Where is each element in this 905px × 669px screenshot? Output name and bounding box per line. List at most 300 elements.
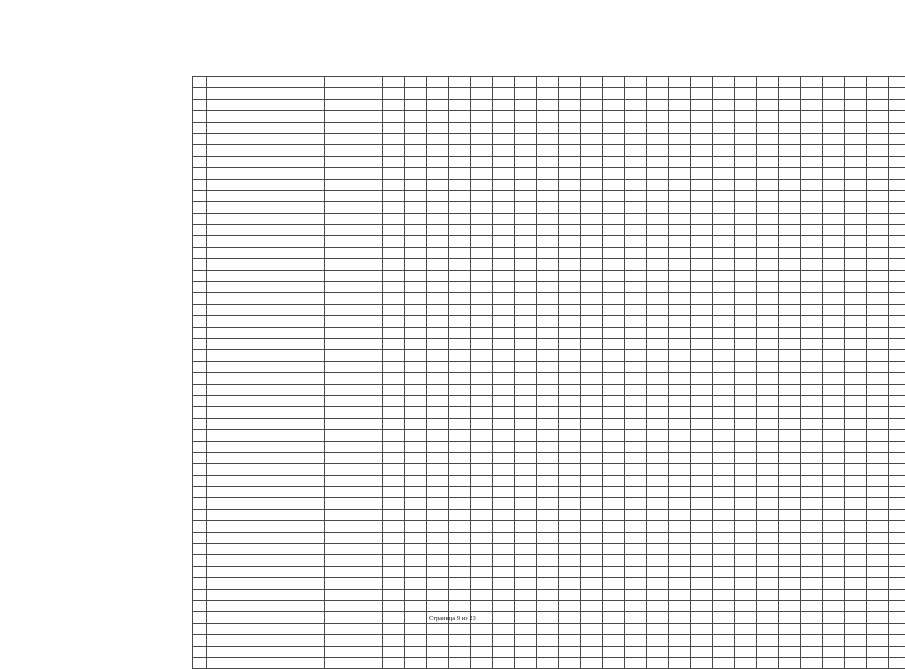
value-cell [779, 213, 801, 224]
description-cell [207, 179, 325, 190]
value-cell [383, 282, 405, 293]
value-cell [493, 509, 515, 520]
value-cell [867, 270, 889, 281]
value-cell [669, 145, 691, 156]
value-cell [537, 327, 559, 338]
value-cell [647, 327, 669, 338]
value-cell [713, 544, 735, 555]
row-number-cell [193, 395, 207, 406]
value-cell [779, 498, 801, 509]
value-cell [603, 407, 625, 418]
value-cell [669, 589, 691, 600]
value-cell [515, 566, 537, 577]
value-cell [581, 88, 603, 99]
value-cell [757, 441, 779, 452]
value-cell [405, 133, 427, 144]
value-cell [691, 361, 713, 372]
value-cell [493, 544, 515, 555]
value-cell [493, 316, 515, 327]
value-cell [691, 578, 713, 589]
value-cell [625, 361, 647, 372]
table-row [193, 225, 905, 236]
value-cell [647, 361, 669, 372]
value-cell [713, 350, 735, 361]
value-cell [603, 452, 625, 463]
value-cell [559, 487, 581, 498]
value-cell [471, 475, 493, 486]
value-cell [691, 544, 713, 555]
table-row [193, 88, 905, 99]
value-cell [845, 418, 867, 429]
value-cell [669, 418, 691, 429]
value-cell [559, 190, 581, 201]
row-number-cell [193, 168, 207, 179]
value-cell [845, 327, 867, 338]
value-cell [449, 236, 471, 247]
value-cell [581, 395, 603, 406]
value-cell [603, 247, 625, 258]
value-cell [867, 168, 889, 179]
value-cell [471, 464, 493, 475]
value-cell [427, 475, 449, 486]
value-cell [735, 566, 757, 577]
value-cell [427, 452, 449, 463]
value-cell [691, 373, 713, 384]
description-cell [207, 236, 325, 247]
value-cell [581, 111, 603, 122]
value-cell [889, 646, 905, 657]
value-cell [427, 623, 449, 634]
value-cell [493, 202, 515, 213]
value-cell [405, 225, 427, 236]
value-cell [383, 623, 405, 634]
value-cell [383, 509, 405, 520]
value-cell [845, 168, 867, 179]
value-cell [559, 475, 581, 486]
row-number-cell [193, 179, 207, 190]
value-cell [515, 441, 537, 452]
value-cell [449, 475, 471, 486]
value-cell [691, 566, 713, 577]
value-cell [647, 99, 669, 110]
value-cell [625, 395, 647, 406]
value-cell [405, 418, 427, 429]
value-cell [383, 361, 405, 372]
row-number-cell [193, 88, 207, 99]
value-cell [669, 316, 691, 327]
value-cell [757, 350, 779, 361]
value-cell [691, 623, 713, 634]
value-cell [581, 635, 603, 646]
value-cell [735, 350, 757, 361]
value-cell [515, 361, 537, 372]
row-number-cell [193, 145, 207, 156]
value-cell [625, 190, 647, 201]
table-row [193, 99, 905, 110]
value-cell [581, 361, 603, 372]
value-cell [691, 327, 713, 338]
value-cell [581, 133, 603, 144]
value-cell [493, 145, 515, 156]
value-cell [471, 259, 493, 270]
value-cell [735, 338, 757, 349]
value-cell [427, 259, 449, 270]
value-cell [559, 361, 581, 372]
value-cell [735, 77, 757, 88]
value-cell [625, 327, 647, 338]
value-cell [449, 600, 471, 611]
value-cell [845, 77, 867, 88]
value-cell [493, 270, 515, 281]
value-cell [515, 623, 537, 634]
value-cell [757, 384, 779, 395]
value-cell [691, 407, 713, 418]
value-cell [581, 338, 603, 349]
value-cell [405, 304, 427, 315]
row-number-cell [193, 270, 207, 281]
value-cell [449, 384, 471, 395]
value-cell [603, 464, 625, 475]
value-cell [537, 509, 559, 520]
value-cell [559, 395, 581, 406]
value-cell [581, 441, 603, 452]
value-cell [405, 544, 427, 555]
value-cell [537, 407, 559, 418]
value-cell [471, 133, 493, 144]
value-cell [889, 190, 905, 201]
value-cell [405, 361, 427, 372]
description-cell [207, 566, 325, 577]
value-cell [625, 99, 647, 110]
value-cell [537, 566, 559, 577]
value-cell [427, 350, 449, 361]
value-cell [801, 361, 823, 372]
value-cell [845, 544, 867, 555]
value-cell [867, 566, 889, 577]
value-cell [779, 544, 801, 555]
value-cell [669, 509, 691, 520]
description-cell [207, 88, 325, 99]
value-cell [559, 441, 581, 452]
value-cell [735, 600, 757, 611]
code-cell [325, 509, 383, 520]
value-cell [383, 225, 405, 236]
value-cell [779, 156, 801, 167]
value-cell [493, 532, 515, 543]
value-cell [889, 327, 905, 338]
value-cell [735, 487, 757, 498]
description-cell [207, 304, 325, 315]
value-cell [515, 293, 537, 304]
value-cell [427, 373, 449, 384]
value-cell [493, 327, 515, 338]
value-cell [801, 99, 823, 110]
value-cell [779, 509, 801, 520]
value-cell [471, 373, 493, 384]
value-cell [537, 498, 559, 509]
value-cell [845, 623, 867, 634]
table-row [193, 122, 905, 133]
value-cell [427, 532, 449, 543]
value-cell [581, 600, 603, 611]
value-cell [471, 395, 493, 406]
value-cell [889, 236, 905, 247]
value-cell [603, 282, 625, 293]
value-cell [537, 578, 559, 589]
value-cell [779, 77, 801, 88]
row-number-cell [193, 566, 207, 577]
value-cell [669, 361, 691, 372]
table-row [193, 213, 905, 224]
value-cell [559, 236, 581, 247]
value-cell [691, 475, 713, 486]
value-cell [845, 646, 867, 657]
code-cell [325, 247, 383, 258]
value-cell [801, 304, 823, 315]
value-cell [449, 578, 471, 589]
value-cell [757, 168, 779, 179]
value-cell [603, 475, 625, 486]
value-cell [845, 589, 867, 600]
value-cell [823, 623, 845, 634]
row-number-cell [193, 327, 207, 338]
value-cell [405, 316, 427, 327]
value-cell [845, 566, 867, 577]
value-cell [801, 498, 823, 509]
value-cell [427, 316, 449, 327]
table-row [193, 566, 905, 577]
value-cell [735, 555, 757, 566]
value-cell [559, 338, 581, 349]
value-cell [515, 145, 537, 156]
value-cell [449, 623, 471, 634]
value-cell [757, 395, 779, 406]
value-cell [471, 122, 493, 133]
value-cell [581, 384, 603, 395]
value-cell [515, 430, 537, 441]
value-cell [779, 316, 801, 327]
value-cell [757, 487, 779, 498]
code-cell [325, 589, 383, 600]
row-number-cell [193, 657, 207, 668]
table-row [193, 452, 905, 463]
value-cell [493, 498, 515, 509]
value-cell [405, 282, 427, 293]
value-cell [823, 657, 845, 668]
value-cell [669, 327, 691, 338]
description-cell [207, 327, 325, 338]
value-cell [449, 498, 471, 509]
value-cell [801, 657, 823, 668]
value-cell [691, 259, 713, 270]
row-number-cell [193, 418, 207, 429]
value-cell [515, 464, 537, 475]
value-cell [889, 418, 905, 429]
code-cell [325, 122, 383, 133]
value-cell [845, 179, 867, 190]
value-cell [757, 430, 779, 441]
value-cell [427, 179, 449, 190]
value-cell [691, 88, 713, 99]
code-cell [325, 133, 383, 144]
value-cell [405, 213, 427, 224]
value-cell [625, 498, 647, 509]
value-cell [559, 122, 581, 133]
value-cell [405, 464, 427, 475]
table-row [193, 361, 905, 372]
value-cell [669, 247, 691, 258]
value-cell [471, 111, 493, 122]
value-cell [427, 327, 449, 338]
value-cell [559, 464, 581, 475]
value-cell [515, 179, 537, 190]
description-cell [207, 259, 325, 270]
value-cell [713, 464, 735, 475]
code-cell [325, 418, 383, 429]
value-cell [515, 270, 537, 281]
value-cell [625, 111, 647, 122]
value-cell [515, 555, 537, 566]
table-row [193, 373, 905, 384]
value-cell [625, 156, 647, 167]
value-cell [625, 270, 647, 281]
value-cell [581, 236, 603, 247]
description-cell [207, 213, 325, 224]
value-cell [581, 145, 603, 156]
value-cell [867, 77, 889, 88]
value-cell [713, 156, 735, 167]
value-cell [757, 646, 779, 657]
value-cell [757, 600, 779, 611]
value-cell [581, 452, 603, 463]
value-cell [801, 213, 823, 224]
description-cell [207, 532, 325, 543]
value-cell [625, 338, 647, 349]
value-cell [669, 225, 691, 236]
value-cell [691, 509, 713, 520]
value-cell [889, 623, 905, 634]
value-cell [779, 88, 801, 99]
value-cell [449, 452, 471, 463]
row-number-cell [193, 509, 207, 520]
code-cell [325, 373, 383, 384]
value-cell [779, 430, 801, 441]
value-cell [537, 99, 559, 110]
value-cell [779, 133, 801, 144]
value-cell [889, 338, 905, 349]
value-cell [823, 77, 845, 88]
value-cell [383, 487, 405, 498]
value-cell [493, 282, 515, 293]
value-cell [625, 578, 647, 589]
value-cell [449, 99, 471, 110]
value-cell [713, 578, 735, 589]
table-row [193, 304, 905, 315]
value-cell [471, 236, 493, 247]
value-cell [801, 430, 823, 441]
description-cell [207, 521, 325, 532]
description-cell [207, 145, 325, 156]
code-cell [325, 361, 383, 372]
row-number-cell [193, 293, 207, 304]
value-cell [515, 190, 537, 201]
value-cell [647, 509, 669, 520]
value-cell [823, 373, 845, 384]
value-cell [691, 452, 713, 463]
value-cell [889, 441, 905, 452]
value-cell [735, 179, 757, 190]
value-cell [603, 293, 625, 304]
value-cell [669, 373, 691, 384]
value-cell [735, 373, 757, 384]
value-cell [383, 566, 405, 577]
value-cell [889, 361, 905, 372]
value-cell [669, 657, 691, 668]
value-cell [823, 395, 845, 406]
value-cell [603, 532, 625, 543]
value-cell [471, 384, 493, 395]
value-cell [581, 521, 603, 532]
value-cell [889, 635, 905, 646]
value-cell [581, 213, 603, 224]
value-cell [405, 589, 427, 600]
value-cell [867, 555, 889, 566]
value-cell [691, 384, 713, 395]
value-cell [427, 635, 449, 646]
value-cell [713, 418, 735, 429]
value-cell [625, 304, 647, 315]
table-row [193, 646, 905, 657]
value-cell [427, 270, 449, 281]
table-row [193, 202, 905, 213]
value-cell [449, 646, 471, 657]
value-cell [757, 566, 779, 577]
value-cell [647, 578, 669, 589]
value-cell [823, 259, 845, 270]
code-cell [325, 145, 383, 156]
description-cell [207, 452, 325, 463]
value-cell [823, 475, 845, 486]
value-cell [515, 452, 537, 463]
value-cell [735, 532, 757, 543]
value-cell [845, 111, 867, 122]
value-cell [713, 600, 735, 611]
value-cell [603, 430, 625, 441]
value-cell [581, 304, 603, 315]
value-cell [647, 657, 669, 668]
value-cell [471, 179, 493, 190]
value-cell [449, 521, 471, 532]
row-number-cell [193, 407, 207, 418]
value-cell [889, 282, 905, 293]
value-cell [383, 99, 405, 110]
value-cell [449, 657, 471, 668]
description-cell [207, 384, 325, 395]
value-cell [405, 236, 427, 247]
value-cell [427, 225, 449, 236]
table-row [193, 327, 905, 338]
value-cell [449, 373, 471, 384]
value-cell [537, 464, 559, 475]
value-cell [691, 395, 713, 406]
value-cell [691, 316, 713, 327]
value-cell [559, 259, 581, 270]
value-cell [493, 384, 515, 395]
value-cell [581, 532, 603, 543]
value-cell [801, 544, 823, 555]
description-cell [207, 373, 325, 384]
value-cell [801, 190, 823, 201]
